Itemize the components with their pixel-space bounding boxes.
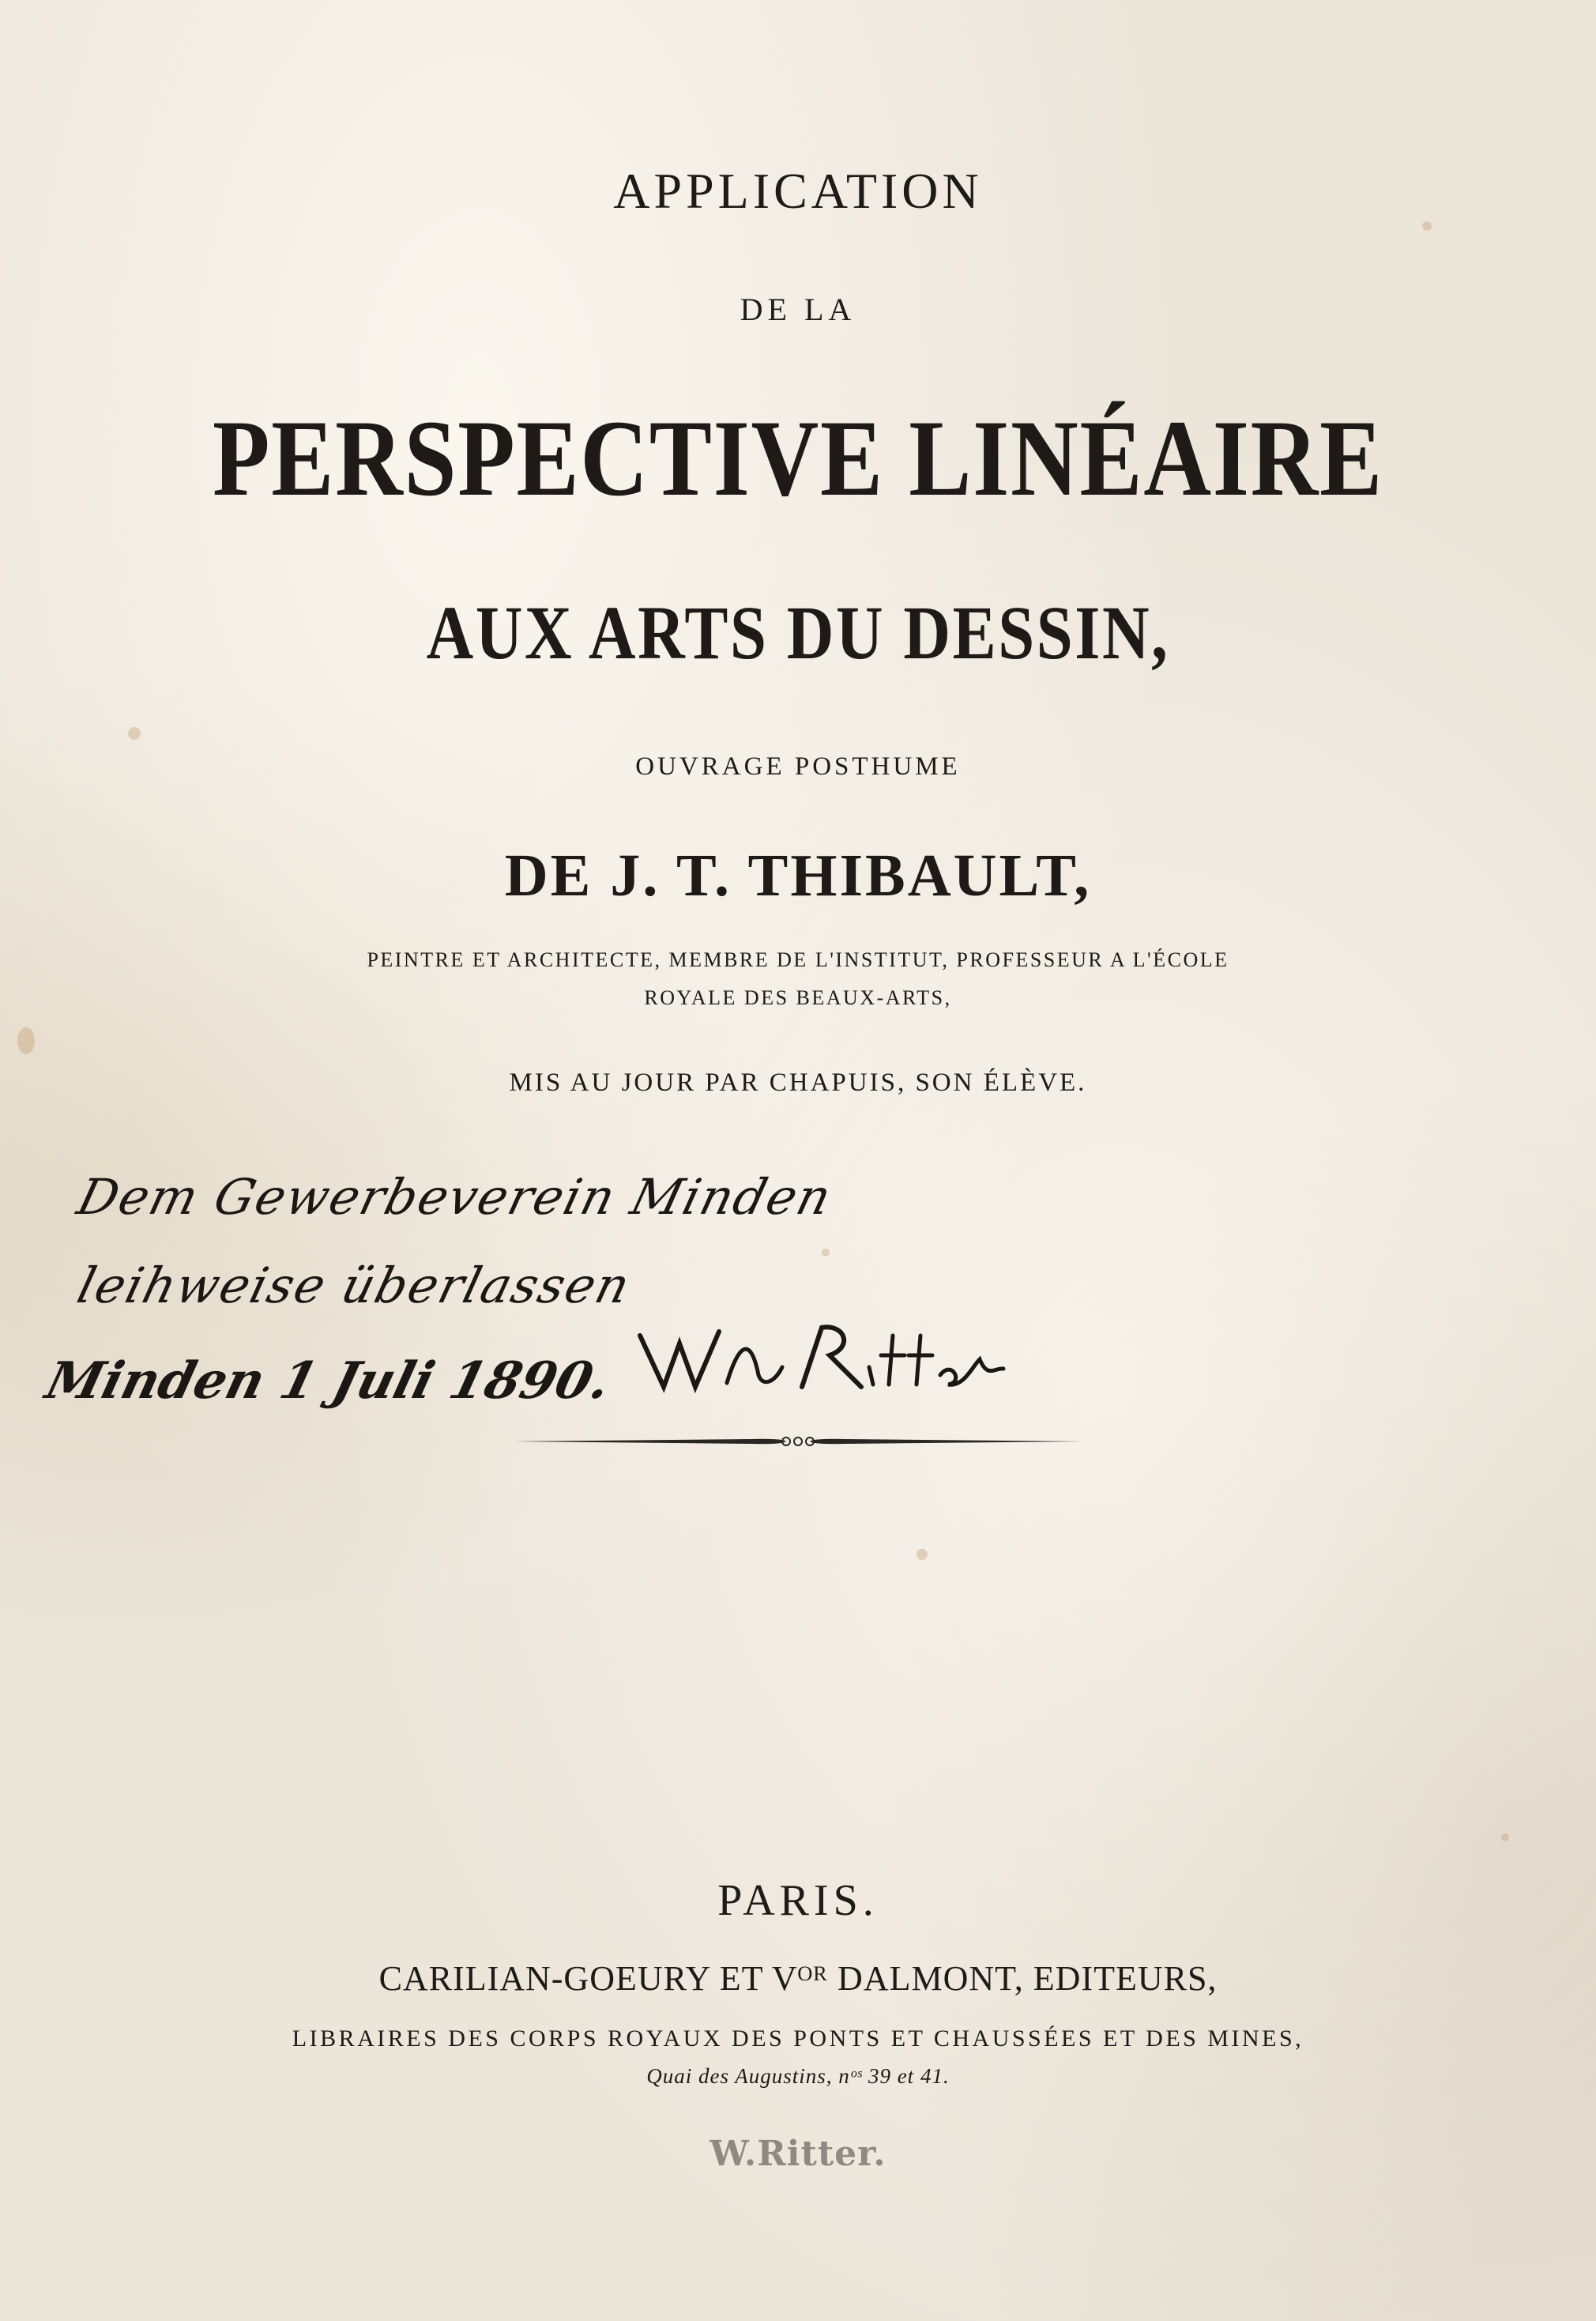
foxing-spot xyxy=(17,1027,35,1054)
main-title: PERSPECTIVE LINÉAIRE xyxy=(213,398,1383,518)
imprint-address: Quai des Augustins, nᵒˢ 39 et 41. xyxy=(646,2064,950,2088)
credentials-line-2: ROYALE DES BEAUX-ARTS, xyxy=(644,986,952,1009)
imprint-city: PARIS. xyxy=(717,1876,879,1925)
foxing-spot xyxy=(1422,221,1432,231)
signature-image xyxy=(632,1312,1011,1407)
title-line-application: APPLICATION xyxy=(613,163,983,219)
ornamental-rule xyxy=(514,1432,1082,1451)
credentials-line-1: PEINTRE ET ARCHITECTE, MEMBRE DE L'INSTITUT, PROFESSEUR A L'ÉCOLE xyxy=(367,948,1229,971)
owner-stamp: W.Ritter. xyxy=(710,2134,886,2174)
foxing-spot xyxy=(128,727,141,740)
editor-line: MIS AU JOUR PAR CHAPUIS, SON ÉLÈVE. xyxy=(509,1068,1087,1097)
title-line-de-la: DE LA xyxy=(740,292,856,327)
ouvrage-line: OUVRAGE POSTHUME xyxy=(635,752,961,781)
foxing-spot xyxy=(1501,1833,1509,1841)
inscription-line-2: leihweise überlassen xyxy=(71,1257,638,1314)
subtitle: AUX ARTS DU DESSIN, xyxy=(426,590,1170,675)
inscription-line-1: Dem Gewerbeverein Minden xyxy=(71,1168,839,1226)
foxing-spot xyxy=(917,1549,928,1560)
imprint-booksellers: LIBRAIRES DES CORPS ROYAUX DES PONTS ET CHAUSSÉES ET DES MINES, xyxy=(292,2025,1304,2052)
foxing-spot xyxy=(822,1249,830,1257)
imprint-publishers: CARILIAN-GOEURY ET Vᴼᴿ DALMONT, EDITEURS, xyxy=(378,1959,1218,1998)
author-line: DE J. T. THIBAULT, xyxy=(504,842,1092,909)
inscription-line-3: Minden 1 Juli 1890. xyxy=(40,1351,617,1411)
